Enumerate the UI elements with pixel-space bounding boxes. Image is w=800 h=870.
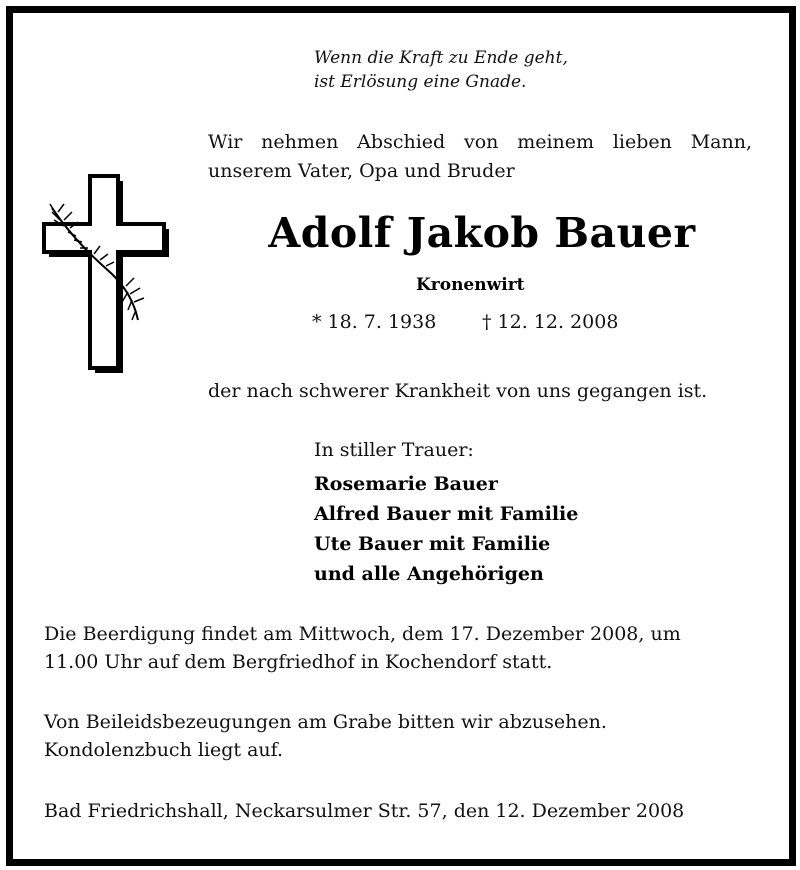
condolences-line-2: Kondolenzbuch liegt auf. [44,739,284,761]
address-date-line: Bad Friedrichshall, Neckarsulmer Str. 57, den 12. Dezember 2008 [44,800,685,822]
intro-line-1: Wir nehmen Abschied von meinem lieben Mann, [208,131,752,153]
deceased-occupation: Kronenwirt [416,275,525,295]
condolences-line-1: Von Beileidsbezeugungen am Grabe bitten wir abzusehen. [44,711,607,733]
mourning-heading: In stiller Trauer: [314,439,474,461]
funeral-line-1: Die Beerdigung findet am Mittwoch, dem 17. Dezember 2008, um [44,623,681,645]
deceased-name: Adolf Jakob Bauer [268,209,696,257]
quote-line-1: Wenn die Kraft zu Ende geht, [314,48,568,68]
mourner-name: Rosemarie Bauer [314,473,498,495]
cross-with-palm-branch-icon [34,170,184,385]
intro-line-2: unserem Vater, Opa und Bruder [208,160,515,182]
birth-date: * 18. 7. 1938 [312,311,437,333]
mourner-name: Ute Bauer mit Familie [314,533,551,555]
mourner-name: Alfred Bauer mit Familie [314,503,579,525]
death-date: † 12. 12. 2008 [482,311,619,333]
mourner-name: und alle Angehörigen [314,563,544,585]
funeral-line-2: 11.00 Uhr auf dem Bergfriedhof in Kochendorf statt. [44,651,553,673]
passing-text: der nach schwerer Krankheit von uns gegangen ist. [208,380,708,402]
quote-line-2: ist Erlösung eine Gnade. [314,72,527,92]
